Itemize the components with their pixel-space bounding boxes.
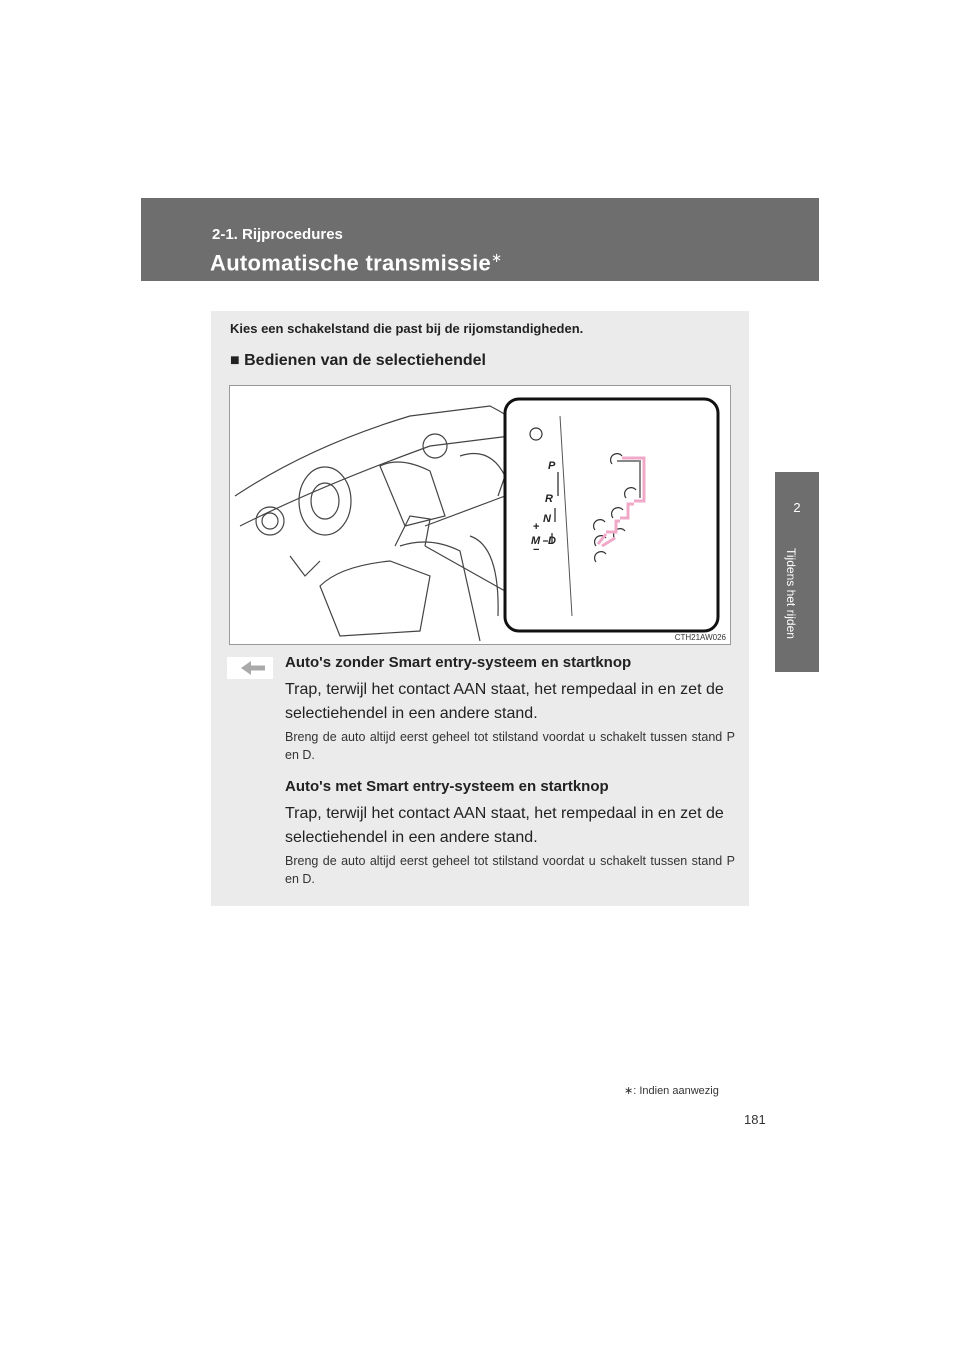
shift-label-minus: − bbox=[533, 544, 540, 556]
block-2-text: Trap, terwijl het contact AAN staat, het rempedaal in en zet de selectiehendel in een andere stand. bbox=[285, 805, 724, 846]
figure-illustration bbox=[230, 386, 731, 645]
shift-lever-figure bbox=[229, 385, 731, 645]
left-arrow-icon bbox=[227, 657, 273, 679]
block-1-text: Trap, terwijl het contact AAN staat, het rempedaal in en zet de selectiehendel in een andere stand. bbox=[285, 681, 724, 722]
shift-label-d: D bbox=[548, 535, 556, 547]
figure-code: CTH21AW026 bbox=[674, 633, 726, 642]
shift-label-n: N bbox=[543, 513, 551, 525]
shift-label-m: M bbox=[531, 535, 541, 547]
block-1-note: Breng de auto altijd eerst geheel tot stilstand voordat u schakelt tussen stand P en D. bbox=[285, 730, 735, 762]
page-title-text: Automatische transmissie bbox=[210, 250, 492, 276]
shift-label-r: R bbox=[545, 493, 553, 505]
block-2-title: Auto's met Smart entry-systeem en startknop bbox=[285, 778, 609, 795]
intro-text: Kies een schakelstand die past bij de rijomstandigheden. bbox=[230, 321, 584, 336]
shift-label-plus: + bbox=[533, 521, 540, 533]
optional-mark: ∗ bbox=[491, 250, 503, 265]
page-number: 181 bbox=[744, 1112, 766, 1127]
block-2-note: Breng de auto altijd eerst geheel tot stilstand voordat u schakelt tussen stand P en D. bbox=[285, 854, 735, 886]
block-1-title: Auto's zonder Smart entry-systeem en startknop bbox=[285, 654, 632, 671]
shift-label-p: P bbox=[548, 460, 556, 472]
page-title bbox=[210, 250, 502, 276]
back-arrow-badge bbox=[227, 657, 273, 679]
chapter-number: 2 bbox=[793, 500, 801, 515]
chapter-title: Tijdens het rijden bbox=[784, 548, 798, 639]
footnote: ∗: Indien aanwezig bbox=[624, 1085, 719, 1097]
subheading: ■ Bedienen van de selectiehendel bbox=[230, 352, 486, 369]
section-label: 2-1. Rijprocedures bbox=[212, 226, 343, 243]
